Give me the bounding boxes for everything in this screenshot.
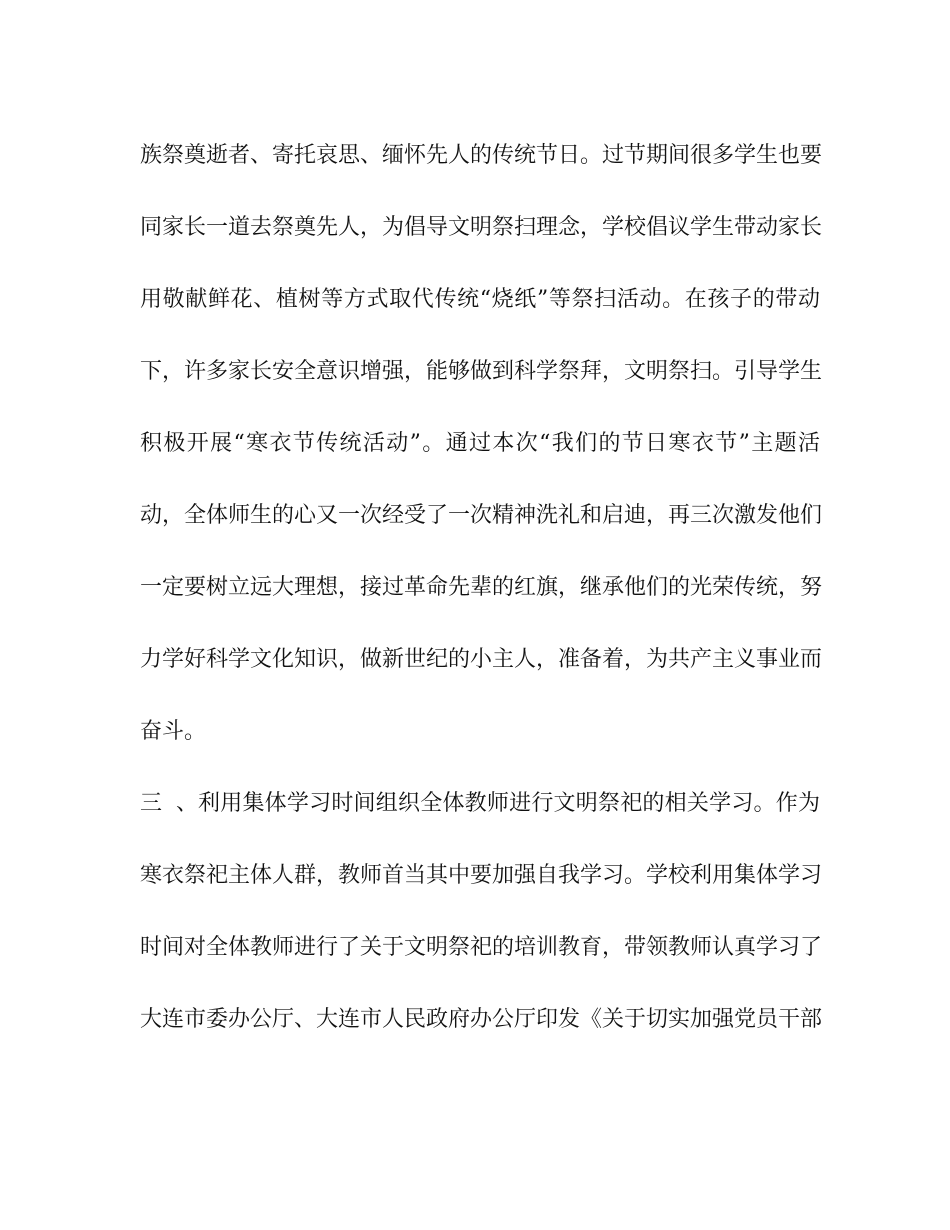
paragraph-line: 奋斗。 bbox=[140, 719, 207, 744]
section-heading-text: 利用集体学习时间组织全体教师进行文明祭祀的相关学习。作为 bbox=[198, 791, 820, 816]
paragraph-line: 用敬献鲜花、植树等方式取代传统“烧纸”等祭扫活动。在孩子的带动 bbox=[140, 287, 820, 312]
paragraph-line: 力学好科学文化知识，做新世纪的小主人，准备着，为共产主义事业而 bbox=[140, 647, 823, 672]
section-number: 三、 bbox=[140, 791, 198, 816]
paragraph-line: 积极开展“寒衣节传统活动”。通过本次“我们的节日寒衣节”主题活 bbox=[140, 431, 820, 456]
paragraph-line: 同家长一道去祭奠先人，为倡导文明祭扫理念，学校倡议学生带动家长 bbox=[140, 215, 823, 240]
paragraph-line: 时间对全体教师进行了关于文明祭祀的培训教育，带领教师认真学习了 bbox=[140, 935, 823, 960]
paragraph-line: 族祭奠逝者、寄托哀思、缅怀先人的传统节日。过节期间很多学生也要 bbox=[140, 143, 823, 168]
paragraph-line: 寒衣祭祀主体人群，教师首当其中要加强自我学习。学校利用集体学习 bbox=[140, 863, 823, 888]
section-heading-line bbox=[140, 789, 820, 819]
paragraph-line: 大连市委办公厅、大连市人民政府办公厅印发《关于切实加强党员干部 bbox=[140, 1007, 823, 1032]
paragraph-line: 一定要树立远大理想，接过革命先辈的红旗，继承他们的光荣传统，努 bbox=[140, 575, 823, 600]
paragraph-line: 动，全体师生的心又一次经受了一次精神洗礼和启迪，再三次激发他们 bbox=[140, 503, 823, 528]
paragraph-line: 下，许多家长安全意识增强，能够做到科学祭拜，文明祭扫。引导学生 bbox=[140, 359, 823, 384]
